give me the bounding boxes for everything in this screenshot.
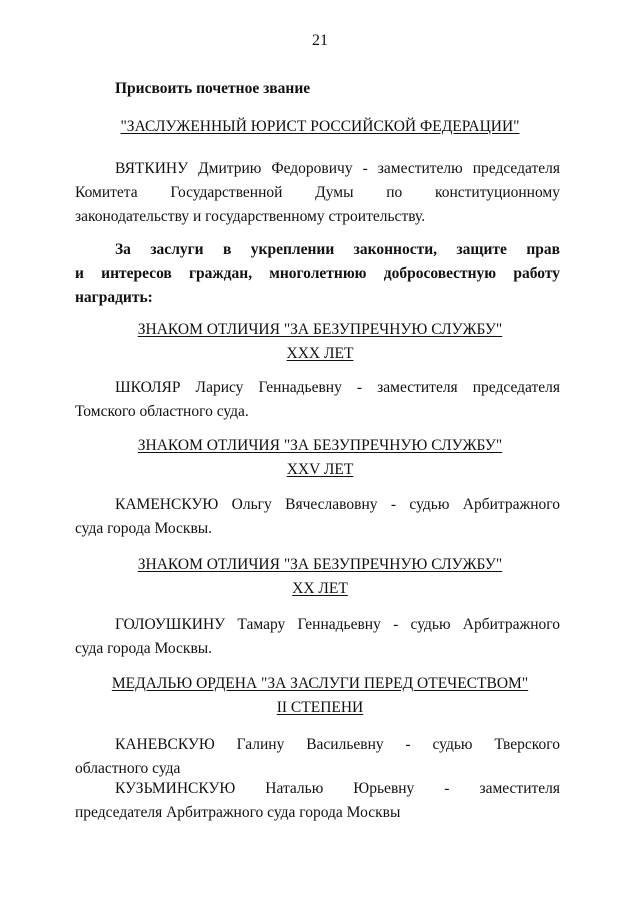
award-title-order-medal (0, 672, 640, 720)
paragraph-line: КУЗЬМИНСКУЮ Наталью Юрьевну - заместителя (115, 780, 560, 797)
paragraph-kamenskaya (75, 493, 560, 541)
paragraph-line: Комитета Государственной Думы по конституционному (75, 184, 560, 201)
award-title-line: XX ЛЕТ (292, 580, 348, 597)
award-title-line: МЕДАЛЬЮ ОРДЕНА "ЗА ЗАСЛУГИ ПЕРЕД ОТЕЧЕСТВОМ" (111, 675, 529, 692)
paragraph-line: ШКОЛЯР Ларису Геннадьевну - заместителя председателя (115, 379, 560, 396)
paragraph-line: председателя Арбитражного суда города Москвы (75, 804, 401, 821)
award-title-line: ЗНАКОМ ОТЛИЧИЯ "ЗА БЕЗУПРЕЧНУЮ СЛУЖБУ" (137, 321, 503, 338)
award-title-25-years (0, 434, 640, 482)
paragraph-kuzminskaya (75, 777, 560, 825)
paragraph-line: Томского областного суда. (75, 403, 249, 420)
paragraph-line: суда города Москвы. (75, 640, 213, 657)
paragraph-line: КАМЕНСКУЮ Ольгу Вячеславовну - судью Арбитражного (115, 496, 560, 513)
paragraph-line: наградить: (75, 289, 153, 306)
paragraph-line: ГОЛОУШКИНУ Тамару Геннадьевну - судью Арбитражного (115, 616, 560, 633)
paragraph-line: За заслуги в укреплении законности, защите прав (115, 241, 560, 258)
award-title-line: XXV ЛЕТ (286, 461, 354, 478)
award-title-30-years (0, 318, 640, 366)
paragraph-line: КАНЕВСКУЮ Галину Васильевну - судью Тверского (115, 736, 560, 753)
paragraph-kanevskaya (75, 733, 560, 781)
paragraph-line: законодательству и государственному строительству. (75, 208, 426, 225)
paragraph-line: суда города Москвы. (75, 520, 213, 537)
honorary-title (0, 115, 640, 139)
award-title-20-years (0, 553, 640, 601)
paragraph-line: областного суда (75, 760, 181, 777)
honorary-title-text: "ЗАСЛУЖЕННЫЙ ЮРИСТ РОССИЙСКОЙ ФЕДЕРАЦИИ" (120, 118, 520, 135)
page-number: 21 (312, 32, 328, 49)
paragraph-line: ВЯТКИНУ Дмитрию Федоровичу - заместителю председателя (115, 160, 560, 177)
paragraph-goloushkina (75, 613, 560, 661)
paragraph-shkolyar (75, 376, 560, 424)
paragraph-line: и интересов граждан, многолетнюю добросовестную работу (75, 265, 560, 282)
heading-confer-title: Присвоить почетное звание (115, 80, 311, 97)
award-title-line: XXX ЛЕТ (286, 345, 354, 362)
award-title-line: II СТЕПЕНИ (276, 699, 364, 716)
award-title-line: ЗНАКОМ ОТЛИЧИЯ "ЗА БЕЗУПРЕЧНУЮ СЛУЖБУ" (137, 437, 503, 454)
paragraph-vyatkin (75, 157, 560, 229)
award-title-line: ЗНАКОМ ОТЛИЧИЯ "ЗА БЕЗУПРЕЧНУЮ СЛУЖБУ" (137, 556, 503, 573)
award-intro (75, 238, 560, 310)
